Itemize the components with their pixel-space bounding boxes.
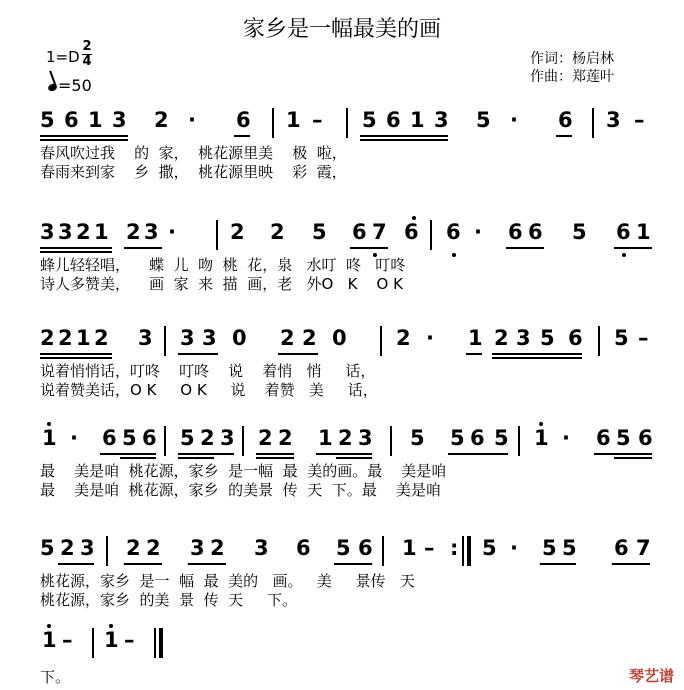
barline: [164, 326, 166, 356]
tempo-value: =50: [58, 76, 92, 95]
beam: [124, 563, 162, 565]
final-thick-barline: [159, 628, 163, 658]
beam: [492, 353, 582, 355]
barline: [518, 426, 520, 456]
beam: [614, 457, 652, 459]
score-line-4: 1 · 6 5 6 5 2 3 2 2 1 2 3 5 5 6 5 1 · 6 5 6 最 美是咱 桃花源，家乡 是一幅 最 美的画。最 美是咱 最 美是咱 桃花源，家乡 的美景 传 天 下。最 美是咱: [40, 426, 660, 506]
beam: [594, 453, 652, 455]
beam: [556, 135, 572, 137]
composer: 作曲：郑莲叶: [530, 69, 614, 85]
high-octave-dot: [47, 422, 51, 426]
lyrics-verse-1: 说着悄悄话，叮咚 叮咚 说 着悄 悄 话，: [40, 362, 376, 380]
barline: [272, 108, 274, 138]
lyrics-verse-1: 蜂儿轻轻唱， 蝶 儿 吻 桃 花，泉 水叮 咚 叮咚: [40, 256, 406, 274]
beam: [336, 457, 372, 459]
low-octave-dot: [452, 253, 456, 257]
beam: [40, 135, 128, 137]
beam: [40, 251, 112, 253]
lyrics-verse-2: 桃花源，家乡 的美 景 传 天 下。: [40, 591, 297, 609]
beam: [100, 453, 156, 455]
beam: [614, 247, 652, 249]
page-title: 家乡是一幅最美的画: [242, 17, 441, 42]
score-line-5: 5 2 3 2 2 3 2 3 6 5 6 1 – 5 · 5 5 6 7 : 桃花源，家乡 是一 幅 最 美的 画。 美 景传 天 桃花源，家乡 的美 景 传 天 下。: [40, 536, 651, 609]
repeat-sign: :: [450, 536, 459, 560]
credits: [530, 50, 614, 86]
barline: [598, 326, 600, 356]
lyrics-verse-2: 最 美是咱 桃花源，家乡 的美景 传 天 下。最 美是咱: [40, 481, 441, 499]
barline: [164, 426, 166, 456]
beam: [178, 457, 214, 459]
time-top: 2: [82, 39, 92, 54]
key-signature: 1=D: [46, 48, 80, 66]
barline: [462, 536, 464, 566]
beam: [278, 353, 318, 355]
low-octave-dot: [622, 253, 626, 257]
beam: [350, 247, 388, 249]
beam: [466, 353, 482, 355]
lyrics-verse-1: 桃花源，家乡 是一 幅 最 美的 画。 美 景传 天: [40, 572, 415, 590]
barline: [346, 108, 348, 138]
lyrics-verse-1: 春风吹过我 的 家， 桃花源里美 极 啦，: [40, 144, 347, 162]
quarter-note-icon: [47, 83, 58, 93]
site-logo: 琴艺谱: [628, 667, 674, 685]
beam: [360, 139, 448, 141]
barline: [592, 108, 594, 138]
high-octave-dot: [412, 216, 416, 220]
beam: [40, 353, 112, 355]
beam: [540, 563, 576, 565]
barline: [242, 426, 244, 456]
beam: [334, 563, 372, 565]
score-line-1: 5 6 1 3 2 · 6 1 – 5 6 1 3 5 · 6 3 – 春风吹过我 的 家， 桃花源里美 极 啦， 春雨来到家 乡 撒， 桃花源里映 彩 霞，: [40, 108, 645, 181]
lyrics-verse-2: 春雨来到家 乡 撒， 桃花源里映 彩 霞，: [40, 163, 347, 181]
barline: [106, 536, 108, 566]
barline: [92, 628, 94, 658]
beam: [492, 357, 582, 359]
high-octave-dot: [539, 422, 543, 426]
lyrics-verse-2: 说着赞美话，O K O K 说 着赞 美 话，: [40, 381, 378, 399]
barline: [390, 426, 392, 456]
time-bottom: 4: [82, 54, 92, 69]
high-octave-dot: [109, 624, 113, 628]
beam: [256, 457, 294, 459]
beam: [40, 247, 112, 249]
tempo-mark: [48, 76, 92, 95]
beam: [178, 353, 218, 355]
lyricist: 作词：杨启林: [530, 51, 614, 67]
time-signature: [82, 41, 92, 68]
beam: [234, 135, 250, 137]
final-barline: [154, 628, 156, 658]
beam: [316, 453, 372, 455]
beam: [360, 135, 448, 137]
beam: [448, 453, 508, 455]
beam: [58, 563, 94, 565]
score-line-6: 1 – 1 – 下。: [40, 628, 240, 688]
barline: [430, 220, 432, 250]
lyrics-verse-1: 下。: [40, 668, 71, 686]
score-line-3: 2 2 1 2 3 3 3 0 2 2 0 2 · 1 2 3 5 6 5 – 说着悄悄话，叮咚 叮咚 说 着悄 悄 话， 说着赞美话，O K O K 说 着赞 美 话，: [40, 326, 649, 399]
beam: [256, 453, 294, 455]
lyrics-verse-1: 最 美是咱 桃花源，家乡 是一幅 最 美的画。最 美是咱: [40, 462, 447, 480]
beam: [612, 563, 650, 565]
beam: [40, 357, 112, 359]
barline: [382, 536, 384, 566]
beam: [124, 247, 162, 249]
barline: [380, 326, 382, 356]
beam: [120, 457, 156, 459]
beam: [188, 563, 226, 565]
beam: [506, 247, 544, 249]
high-octave-dot: [47, 624, 51, 628]
repeat-thick-barline: [467, 536, 471, 566]
score-line-2: 3 3 2 1 2 3 · 2 2 5 6 7 6 6 · 6 6 5 6 1 蜂儿轻轻唱， 蝶 儿 吻 桃 花，泉 水叮 咚 叮咚 诗人多赞美， 画 家 来 描 画，老 外O K O K: [40, 220, 660, 300]
beam: [40, 139, 128, 141]
barline: [216, 220, 218, 250]
lyrics-verse-2: 诗人多赞美， 画 家 来 描 画，老 外O K O K: [40, 275, 403, 293]
beam: [178, 453, 234, 455]
